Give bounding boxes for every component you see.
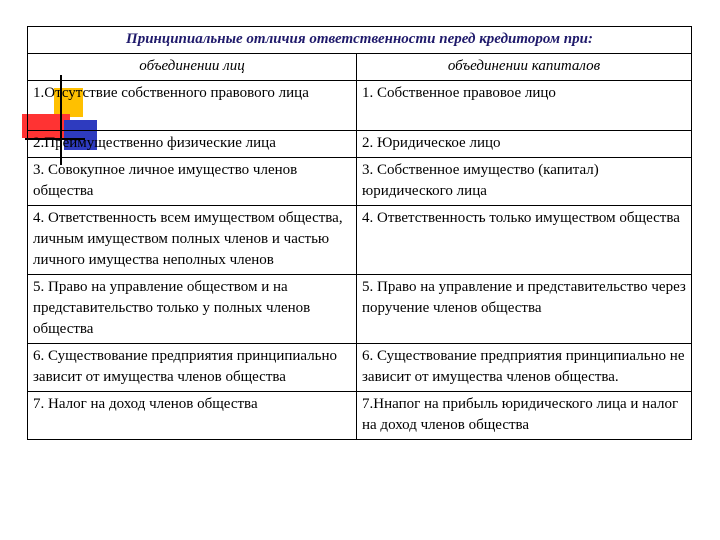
row-2-persons: 2.Преимущественно физические лица <box>33 135 276 151</box>
column-header-persons: объединении лиц <box>28 54 357 81</box>
row-4-capitals: 4. Ответственность только имуществом общества <box>362 210 680 226</box>
column-header-row <box>28 54 692 81</box>
row-3-capitals: 3. Собственное имущество (капитал) юридического лица <box>362 162 599 199</box>
table-row <box>28 344 692 392</box>
row-3-persons: 3. Совокупное личное имущество членов общества <box>33 162 298 199</box>
comparison-table <box>27 26 692 440</box>
row-5-capitals: 5. Право на управление и представительство через поручение членов общества <box>362 279 686 316</box>
row-7-capitals: 7.Ннапог на прибыль юридического лица и налог на доход членов общества <box>362 396 679 433</box>
row-7-persons: 7. Налог на доход членов общества <box>33 396 258 412</box>
row-6-persons: 6. Существование предприятия принципиально зависит от имущества членов общества <box>33 348 338 385</box>
table-row <box>28 81 692 131</box>
table-row <box>28 158 692 206</box>
title-row <box>28 27 692 54</box>
row-2-capitals: 2. Юридическое лицо <box>362 135 501 151</box>
row-4-persons: 4. Ответственность всем имуществом общества, личным имуществом полных членов и частью личного имущества неполных членов <box>33 210 343 268</box>
row-1-persons: 1.Отсутствие собственного правового лица <box>33 85 309 101</box>
column-header-capitals: объединении капиталов <box>357 54 692 81</box>
row-6-capitals: 6. Существование предприятия принципиально не зависит от имущества членов общества. <box>362 348 685 385</box>
table-row <box>28 206 692 275</box>
table-row <box>28 392 692 440</box>
table-row <box>28 131 692 158</box>
table-row <box>28 275 692 344</box>
row-1-capitals: 1. Собственное правовое лицо <box>362 85 556 101</box>
table-title: Принципиальные отличия ответственности перед кредитором при: <box>28 27 692 54</box>
row-5-persons: 5. Право на управление обществом и на представительство только у полных членов общества <box>33 279 311 337</box>
